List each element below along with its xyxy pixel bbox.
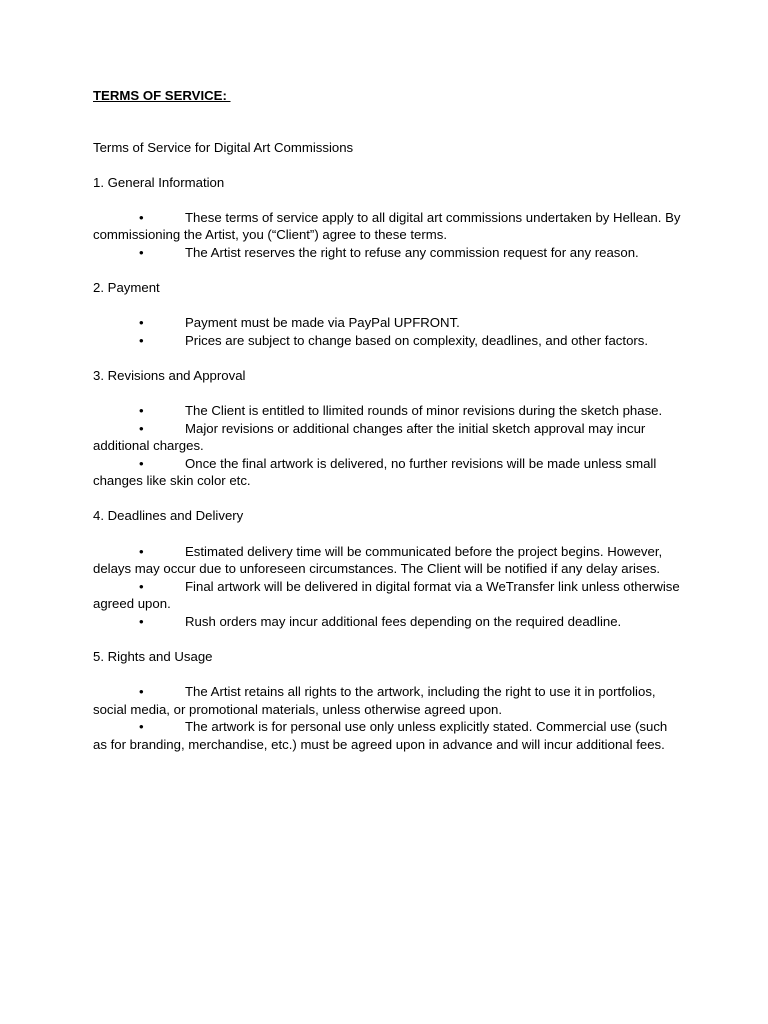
list-item [93, 455, 683, 490]
document-page [93, 87, 683, 753]
list-item-text: Rush orders may incur additional fees depending on the required deadline. [185, 613, 622, 629]
list-item [93, 332, 683, 350]
bullet-icon: • [139, 209, 144, 225]
list-item-text: Estimated delivery time will be communicated before the project begins. However, delays may occur due to unforeseen circumstances. The Client will be notified if any delay arises. [93, 543, 663, 577]
document-subtitle: Terms of Service for Digital Art Commissions [93, 139, 354, 155]
list-item [93, 578, 683, 613]
list-item-text: Prices are subject to change based on complexity, deadlines, and other factors. [185, 332, 649, 348]
list-item [93, 402, 683, 420]
list-item-text: The Client is entitled to llimited rounds of minor revisions during the sketch phase. [185, 402, 663, 418]
list-item [93, 718, 683, 753]
section-deadlines-and-delivery [93, 507, 683, 630]
list-item [93, 244, 683, 262]
list-item [93, 420, 683, 455]
list-item-text: Major revisions or additional changes after the initial sketch approval may incur additional charges. [93, 420, 646, 454]
list-item-text: The Artist retains all rights to the artwork, including the right to use it in portfolios, social media, or promotional materials, unless otherwise agreed upon. [93, 684, 656, 717]
section-payment [93, 279, 683, 349]
bullet-icon: • [139, 402, 144, 418]
section-heading: 2. Payment [93, 280, 160, 296]
bullet-list [93, 314, 683, 349]
list-item [93, 683, 683, 718]
list-item-text: The artwork is for personal use only unless explicitly stated. Commercial use (such as for branding, merchandise, etc.) must be agreed upon in advance and will incur additional fees. [93, 719, 668, 752]
bullet-icon: • [139, 420, 144, 436]
section-general-information [93, 174, 683, 262]
bullet-icon: • [139, 244, 144, 260]
bullet-list [93, 209, 683, 262]
bullet-list [93, 402, 683, 490]
bullet-icon: • [139, 613, 144, 629]
document-title: TERMS OF SERVICE: [93, 88, 231, 103]
bullet-icon: • [139, 578, 144, 594]
list-item [93, 613, 683, 631]
section-heading: 5. Rights and Usage [93, 648, 213, 664]
bullet-list [93, 683, 683, 753]
list-item-text: Final artwork will be delivered in digital format via a WeTransfer link unless otherwise agreed upon. [93, 578, 680, 612]
list-item [93, 209, 683, 244]
list-item-text: The Artist reserves the right to refuse any commission request for any reason. [185, 244, 639, 260]
section-heading: 1. General Information [93, 174, 225, 190]
section-rights-and-usage [93, 648, 683, 753]
section-heading: 4. Deadlines and Delivery [93, 508, 244, 524]
list-item [93, 543, 683, 578]
section-heading: 3. Revisions and Approval [93, 367, 246, 383]
list-item-text: Once the final artwork is delivered, no further revisions will be made unless small changes like skin color etc. [93, 455, 657, 489]
list-item [93, 314, 683, 332]
bullet-list [93, 543, 683, 631]
list-item-text: These terms of service apply to all digital art commissions undertaken by Hellean. By commissioning the Artist, you (“Client”) agree to these terms. [93, 209, 681, 243]
bullet-icon: • [139, 719, 144, 735]
bullet-icon: • [139, 543, 144, 559]
bullet-icon: • [139, 455, 144, 471]
section-revisions-and-approval [93, 367, 683, 490]
list-item-text: Payment must be made via PayPal UPFRONT. [185, 315, 460, 331]
bullet-icon: • [139, 332, 144, 348]
bullet-icon: • [139, 684, 144, 700]
bullet-icon: • [139, 315, 144, 331]
